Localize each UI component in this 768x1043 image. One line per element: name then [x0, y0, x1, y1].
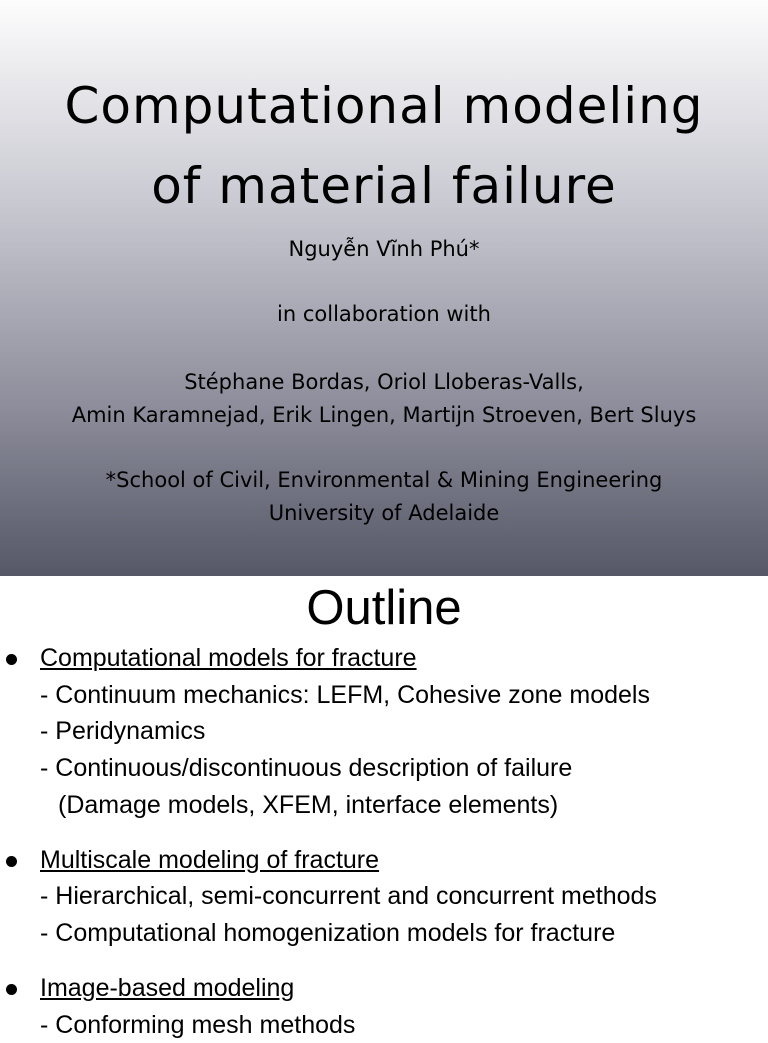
title-line-1: Computational modeling	[64, 77, 704, 135]
outline-slide	[0, 576, 768, 1039]
collaboration-intro: in collaboration with	[277, 302, 491, 326]
list-item: - Hierarchical, semi-concurrent and concurrent methods	[40, 882, 657, 910]
collaborators-list	[0, 366, 768, 432]
list-item: - Continuum mechanics: LEFM, Cohesive zone models	[40, 681, 650, 709]
list-item: - Continuous/discontinuous description of failure	[40, 754, 573, 782]
bullet-icon	[6, 654, 17, 665]
presentation-title	[0, 66, 768, 226]
author-name: Nguyễn Vĩnh Phú*	[288, 237, 480, 261]
affiliation	[0, 464, 768, 530]
bullet-icon	[6, 856, 17, 867]
title-line-2: of material failure	[151, 157, 617, 215]
list-item: - Peridynamics	[40, 717, 206, 745]
outline-title: Outline	[306, 581, 462, 635]
collaborators-line-1: Stéphane Bordas, Oriol Lloberas-Valls,	[184, 370, 584, 394]
collaborators-line-2: Amin Karamnejad, Erik Lingen, Martijn Stroeven, Bert Sluys	[71, 403, 697, 427]
list-item: - Conforming mesh methods	[40, 1011, 356, 1039]
affiliation-line-1: *School of Civil, Environmental & Mining Engineering	[105, 468, 663, 492]
affiliation-line-2: University of Adelaide	[268, 501, 500, 525]
list-item-continuation: (Damage models, XFEM, interface elements)	[58, 791, 559, 819]
section-heading: Computational models for fracture	[40, 644, 417, 672]
list-item: - Computational homogenization models for fracture	[40, 919, 616, 947]
section-heading: Multiscale modeling of fracture	[40, 846, 380, 874]
section-heading: Image-based modeling	[40, 974, 295, 1002]
bullet-icon	[6, 984, 17, 995]
